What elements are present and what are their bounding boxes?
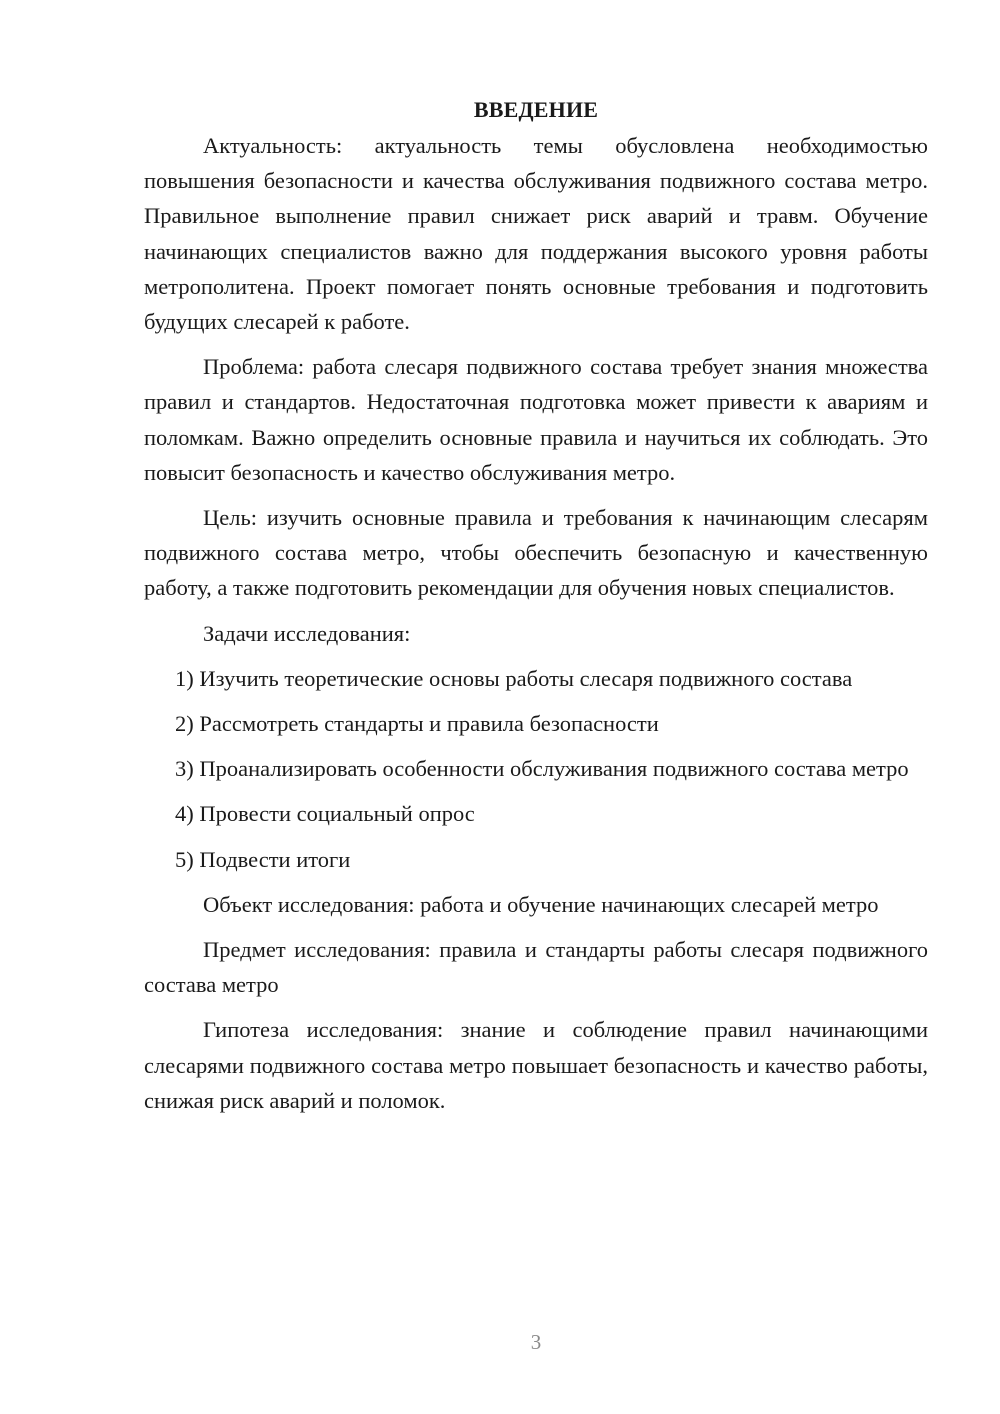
list-item: 1) Изучить теоретические основы работы слесаря подвижного состава — [175, 665, 853, 691]
list-item: 5) Подвести итоги — [175, 846, 351, 872]
goal-paragraph: Цель: изучить основные правила и требования к начинающим слесарям подвижного состава метро, чтобы обеспечить безопасную и качественную работу, а также подготовить рекомендации для обучения новых специалистов. — [144, 505, 928, 601]
object-paragraph: Объект исследования: работа и обучение начинающих слесарей метро — [203, 891, 879, 917]
tasks-list — [144, 661, 928, 877]
page-number: 3 — [530, 1330, 542, 1354]
page-title: ВВЕДЕНИЕ — [473, 97, 599, 122]
tasks-heading: Задачи исследования: — [203, 620, 411, 646]
list-item: 2) Рассмотреть стандарты и правила безопасности — [175, 711, 659, 737]
list-item: 4) Провести социальный опрос — [175, 801, 475, 827]
document-body — [144, 92, 928, 1118]
hypothesis-paragraph: Гипотеза исследования: знание и соблюдение правил начинающими слесарями подвижного состава метро повышает безопасность и качество работы, снижая риск аварий и поломок. — [144, 1017, 928, 1113]
problem-paragraph: Проблема: работа слесаря подвижного состава требует знания множества правил и стандартов. Недостаточная подготовка может привести к авариям и поломкам. Важно определить основные правила и научиться их соблюдать. Это повысит безопасность и качество обслуживания метро. — [144, 354, 928, 485]
list-item: 3) Проанализировать особенности обслуживания подвижного состава метро — [175, 756, 909, 782]
relevance-paragraph: Актуальность: актуальность темы обусловлена необходимостью повышения безопасности и качества обслуживания подвижного состава метро. Правильное выполнение правил снижает риск аварий и травм. Обучение начинающих специалистов важно для поддержания высокого уровня работы метрополитена. Проект помогает понять основные требования и подготовить будущих слесарей к работе. — [144, 133, 928, 335]
subject-paragraph: Предмет исследования: правила и стандарты работы слесаря подвижного состава метро — [144, 937, 928, 998]
